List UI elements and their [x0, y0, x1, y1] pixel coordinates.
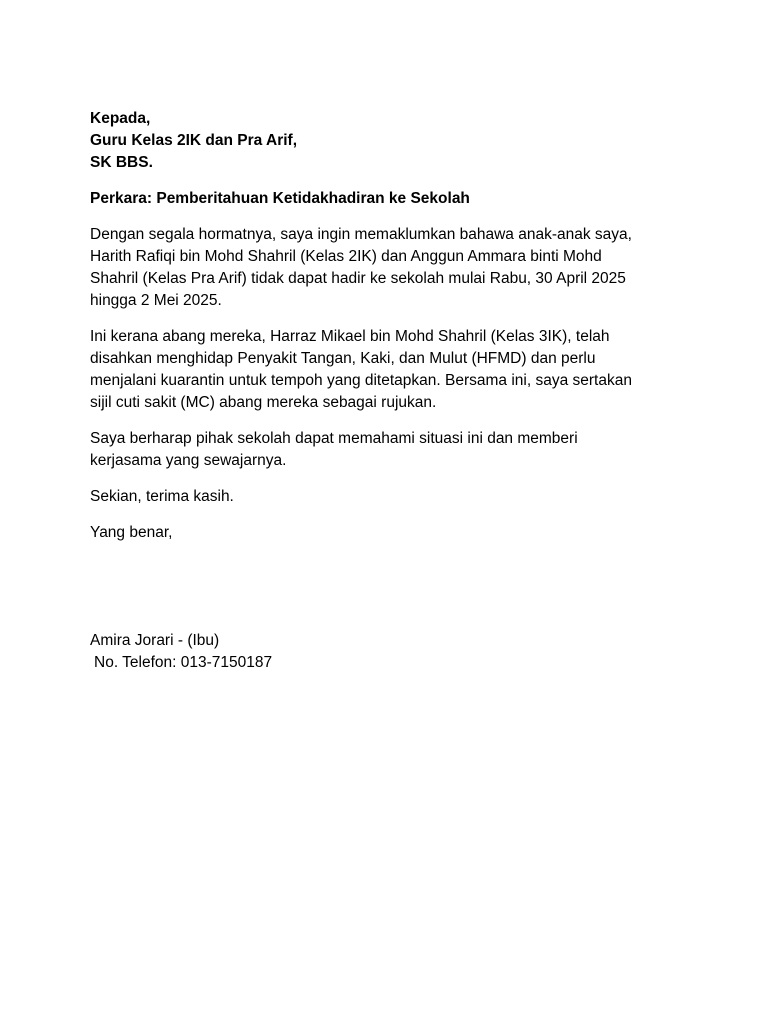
recipient-line-1: Guru Kelas 2IK dan Pra Arif, [90, 132, 298, 149]
subject-block [90, 188, 680, 210]
paragraph-line: Harith Rafiqi bin Mohd Shahril (Kelas 2IK) dan Anggun Ammara binti Mohd [90, 248, 602, 265]
paragraph-line: Dengan segala hormatnya, saya ingin memaklumkan bahawa anak-anak saya, [90, 226, 632, 243]
paragraph-line: hingga 2 Mei 2025. [90, 292, 222, 309]
sender-phone: No. Telefon: 013-7150187 [94, 654, 273, 671]
paragraph-2 [90, 326, 680, 414]
recipient-line-2: SK BBS. [90, 154, 153, 171]
closing-thanks-block [90, 486, 680, 508]
paragraph-line: kerjasama yang sewajarnya. [90, 452, 287, 469]
sign-off-block [90, 522, 680, 544]
letter [90, 108, 680, 674]
recipient-block [90, 108, 680, 174]
paragraph-line: Shahril (Kelas Pra Arif) tidak dapat hadir ke sekolah mulai Rabu, 30 April 2025 [90, 270, 626, 287]
salutation: Kepada, [90, 110, 151, 127]
subject-line: Perkara: Pemberitahuan Ketidakhadiran ke Sekolah [90, 190, 470, 207]
paragraph-line: menjalani kuarantin untuk tempoh yang ditetapkan. Bersama ini, saya sertakan [90, 372, 632, 389]
paragraph-3 [90, 428, 680, 472]
paragraph-line: Saya berharap pihak sekolah dapat memahami situasi ini dan memberi [90, 430, 578, 447]
paragraph-1 [90, 224, 680, 312]
paragraph-line: sijil cuti sakit (MC) abang mereka sebagai rujukan. [90, 394, 437, 411]
sign-off: Yang benar, [90, 524, 173, 541]
paragraph-line: disahkan menghidap Penyakit Tangan, Kaki, dan Mulut (HFMD) dan perlu [90, 350, 596, 367]
signature-space [90, 558, 680, 630]
closing-thanks: Sekian, terima kasih. [90, 488, 234, 505]
paragraph-line: Ini kerana abang mereka, Harraz Mikael bin Mohd Shahril (Kelas 3IK), telah [90, 328, 610, 345]
sender-name: Amira Jorari - (Ibu) [90, 632, 220, 649]
sender-block [90, 630, 680, 674]
